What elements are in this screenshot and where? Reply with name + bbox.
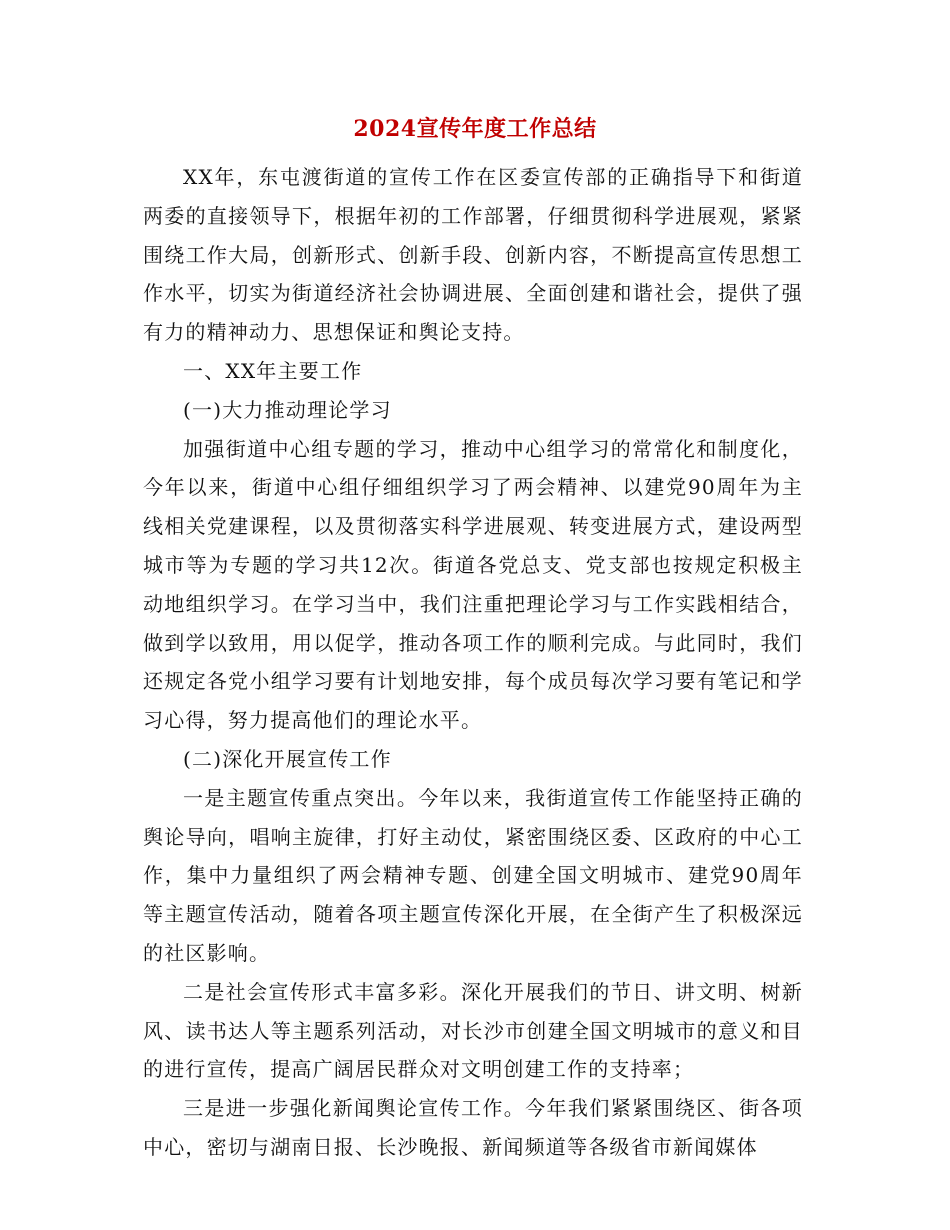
document-body — [143, 158, 803, 1167]
paragraph-theme-publicity: 一是主题宣传重点突出。今年以来，我街道宣传工作能坚持正确的舆论导向，唱响主旋律，打好主动仗，紧密围绕区委、区政府的中心工作，集中力量组织了两会精神专题、创建全国文明城市、建党90周年等主题宣传活动，随着各项主题宣传深化开展，在全街产生了积极深远的社区影响。 — [143, 785, 803, 965]
document-title: 2024宣传年度工作总结 — [353, 116, 597, 142]
paragraph-theory-study: 加强街道中心组专题的学习，推动中心组学习的常常化和制度化，今年以来，街道中心组仔细组织学习了两会精神、以建党90周年为主线相关党建课程，以及贯彻落实科学进展观、转变进展方式，建设两型城市等为专题的学习共12次。街道各党总支、党支部也按规定积极主动地组织学习。在学习当中，我们注重把理论学习与工作实践相结合，做到学以致用，用以促学，推动各项工作的顺利完成。与此同时，我们还规定各党小组学习要有计划地安排，每个成员每次学习要有笔记和学习心得，努力提高他们的理论水平。 — [143, 436, 803, 733]
subheading-theory-study: (一)大力推动理论学习 — [183, 397, 392, 422]
heading-section-1: 一、XX年主要工作 — [183, 358, 363, 383]
paragraph-social-publicity: 二是社会宣传形式丰富多彩。深化开展我们的节日、讲文明、树新风、读书达人等主题系列活动，对长沙市创建全国文明城市的意义和目的进行宣传，提高广阔居民群众对文明创建工作的支持率； — [143, 979, 803, 1082]
subheading-publicity-work: (二)深化开展宣传工作 — [183, 746, 392, 771]
paragraph-intro: XX年，东屯渡街道的宣传工作在区委宣传部的正确指导下和街道两委的直接领导下，根据年初的工作部署，仔细贯彻科学进展观，紧紧围绕工作大局，创新形式、创新手段、创新内容，不断提高宣传思想工作水平，切实为街道经济社会协调进展、全面创建和谐社会，提供了强有力的精神动力、思想保证和舆论支持。 — [143, 165, 803, 345]
paragraph-news-publicity: 三是进一步强化新闻舆论宣传工作。今年我们紧紧围绕区、街各项中心，密切与湖南日报、长沙晚报、新闻频道等各级省市新闻媒体 — [143, 1096, 803, 1159]
